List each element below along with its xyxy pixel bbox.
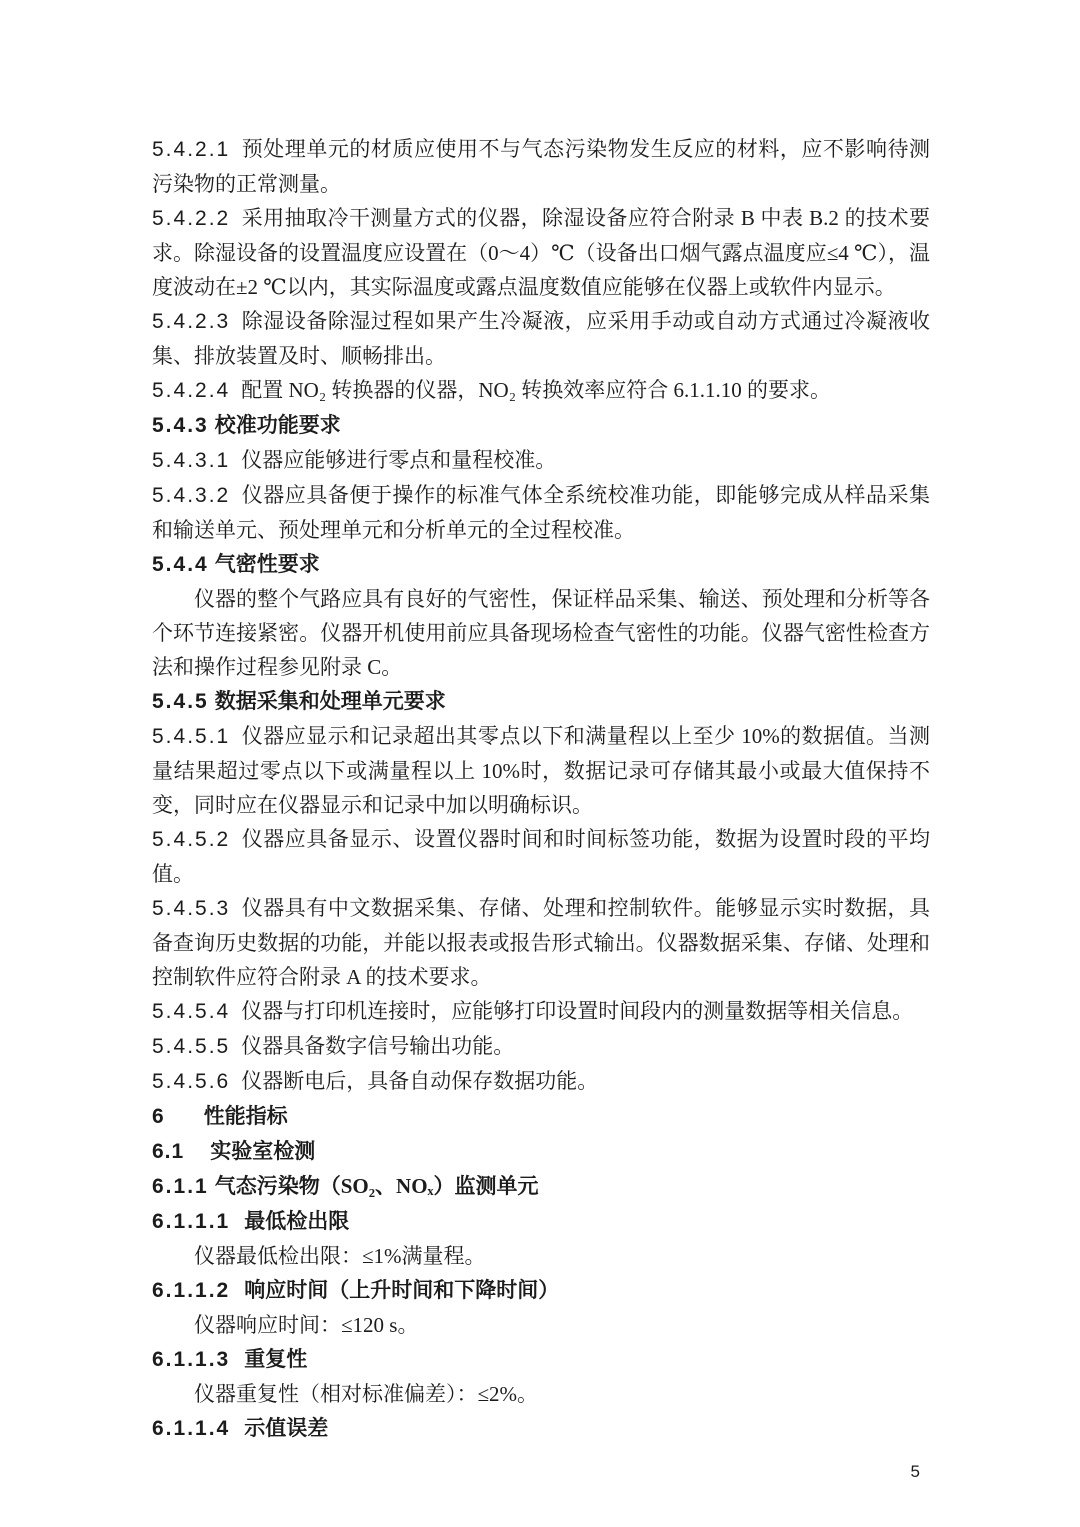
- subsection-heading-5-4-4: [152, 547, 930, 582]
- clause-text: 仪器与打印机连接时，应能够打印设置时间段内的测量数据等相关信息。: [241, 999, 914, 1023]
- subsection-heading-5-4-5: [152, 684, 930, 719]
- clause-paragraph-5-4-2-4: [152, 373, 930, 408]
- clause-number: 5.4.2.1: [152, 138, 231, 161]
- subsection-heading-5-4-3: [152, 408, 930, 443]
- clause-text: 仪器响应时间：≤120 s。: [194, 1313, 419, 1337]
- clause-paragraph-5-4-5-2: [152, 822, 930, 891]
- clause-number: 5.4.5.1: [152, 725, 231, 748]
- page-number: 5: [910, 1462, 920, 1481]
- clause-text: 性能指标: [203, 1104, 288, 1128]
- clause-number: 6.1.1.4: [152, 1417, 231, 1440]
- clause-number: 5.4.5.5: [152, 1035, 231, 1058]
- clause-text: 仪器应具备便于操作的标准气体全系统校准功能，即能够完成从样品采集和输送单元、预处理单元和分析单元的全过程校准。: [152, 483, 930, 542]
- subsection-heading-6-1-1-2: [152, 1273, 930, 1308]
- clause-text: 仪器断电后，具备自动保存数据功能。: [241, 1069, 599, 1093]
- clause-paragraph-5-4-2-3: [152, 304, 930, 373]
- clause-text: 配置 NO₂ 转换器的仪器，NO₂ 转换效率应符合 6.1.1.10 的要求。: [241, 378, 832, 402]
- clause-text: 仪器具有中文数据采集、存储、处理和控制软件。能够显示实时数据，具备查询历史数据的功能，并能以报表或报告形式输出。仪器数据采集、存储、处理和控制软件应符合附录 A 的技术要求。: [152, 896, 930, 989]
- clause-paragraph-5-4-2-1: [152, 132, 930, 201]
- clause-paragraph-5-4-5-5: [152, 1029, 930, 1064]
- clause-paragraph-5-4-5-3: [152, 891, 930, 994]
- clause-text: 仪器具备数字信号输出功能。: [241, 1034, 515, 1058]
- subsection-heading-6-1-1-1: [152, 1204, 930, 1239]
- clause-text: 仪器重复性（相对标准偏差）：≤2%。: [194, 1382, 539, 1406]
- subsection-heading-6-1-1-4: [152, 1411, 930, 1446]
- clause-text: 响应时间（上升时间和下降时间）: [244, 1278, 560, 1302]
- clause-text: 示值误差: [244, 1416, 329, 1440]
- clause-text: 气态污染物（SO₂、NOₓ）监测单元: [214, 1174, 539, 1198]
- clause-number: 5.4.2.2: [152, 207, 231, 230]
- clause-text: 除湿设备除湿过程如果产生冷凝液，应采用手动或自动方式通过冷凝液收集、排放装置及时、顺畅排出。: [152, 309, 930, 368]
- clause-text: 数据采集和处理单元要求: [214, 689, 446, 713]
- clause-number: 5.4.4: [152, 553, 209, 576]
- clause-number: 5.4.3.1: [152, 449, 231, 472]
- clause-text: 重复性: [244, 1347, 308, 1371]
- clause-paragraph-5-4-2-2: [152, 201, 930, 304]
- clause-number: 6.1: [152, 1140, 185, 1163]
- clause-text: 仪器应能够进行零点和量程校准。: [241, 448, 557, 472]
- clause-text: 仪器最低检出限：≤1%满量程。: [194, 1244, 486, 1268]
- subsection-heading-6-1-1-3: [152, 1342, 930, 1377]
- clause-paragraph-5-4-5-1: [152, 719, 930, 822]
- clause-text: 实验室检测: [210, 1139, 316, 1163]
- indented-paragraph-para-20: [152, 1239, 930, 1273]
- section-heading-6-1: [152, 1134, 930, 1169]
- page-footer: [152, 1462, 930, 1482]
- clause-number: 6: [152, 1105, 164, 1128]
- indented-paragraph-para-22: [152, 1308, 930, 1342]
- clause-text: 仪器的整个气路应具有良好的气密性，保证样品采集、输送、预处理和分析等各个环节连接紧密。仪器开机使用前应具备现场检查气密性的功能。仪器气密性检查方法和操作过程参见附录 C。: [152, 587, 930, 679]
- indented-paragraph-para-8: [152, 582, 930, 684]
- clause-text: 仪器应具备显示、设置仪器时间和时间标签功能，数据为设置时段的平均值。: [152, 827, 930, 886]
- clause-number: 5.4.3.2: [152, 484, 231, 507]
- clause-number: 5.4.5.6: [152, 1070, 231, 1093]
- indented-paragraph-para-24: [152, 1377, 930, 1411]
- document-body: [152, 132, 930, 1446]
- clause-text: 最低检出限: [244, 1209, 350, 1233]
- clause-number: 5.4.5.4: [152, 1000, 231, 1023]
- clause-text: 气密性要求: [214, 552, 320, 576]
- clause-number: 6.1.1.3: [152, 1348, 231, 1371]
- clause-text: 校准功能要求: [214, 413, 341, 437]
- chapter-heading-6: [152, 1099, 930, 1134]
- clause-paragraph-5-4-3-1: [152, 443, 930, 478]
- clause-text: 预处理单元的材质应使用不与气态污染物发生反应的材料，应不影响待测污染物的正常测量。: [152, 137, 930, 196]
- clause-number: 5.4.5: [152, 690, 209, 713]
- clause-paragraph-5-4-5-4: [152, 994, 930, 1029]
- clause-number: 5.4.5.2: [152, 828, 231, 851]
- clause-number: 5.4.5.3: [152, 897, 231, 920]
- clause-number: 6.1.1: [152, 1175, 209, 1198]
- clause-number: 6.1.1.2: [152, 1279, 231, 1302]
- subsection-heading-6-1-1: [152, 1169, 930, 1204]
- clause-number: 5.4.3: [152, 414, 209, 437]
- clause-text: 仪器应显示和记录超出其零点以下和满量程以上至少 10%的数据值。当测量结果超过零点以下或满量程以上 10%时，数据记录可存储其最小或最大值保持不变，同时应在仪器显示和记录中加以明确标识。: [152, 724, 930, 817]
- clause-text: 采用抽取冷干测量方式的仪器，除湿设备应符合附录 B 中表 B.2 的技术要求。除湿设备的设置温度应设置在（0～4）℃（设备出口烟气露点温度应≤4 ℃），温度波动在±2 ℃以内，其实际温度或露点温度数值应能够在仪器上或软件内显示。: [152, 206, 930, 299]
- clause-number: 6.1.1.1: [152, 1210, 231, 1233]
- clause-paragraph-5-4-3-2: [152, 478, 930, 547]
- clause-number: 5.4.2.3: [152, 310, 231, 333]
- clause-number: 5.4.2.4: [152, 379, 231, 402]
- clause-paragraph-5-4-5-6: [152, 1064, 930, 1099]
